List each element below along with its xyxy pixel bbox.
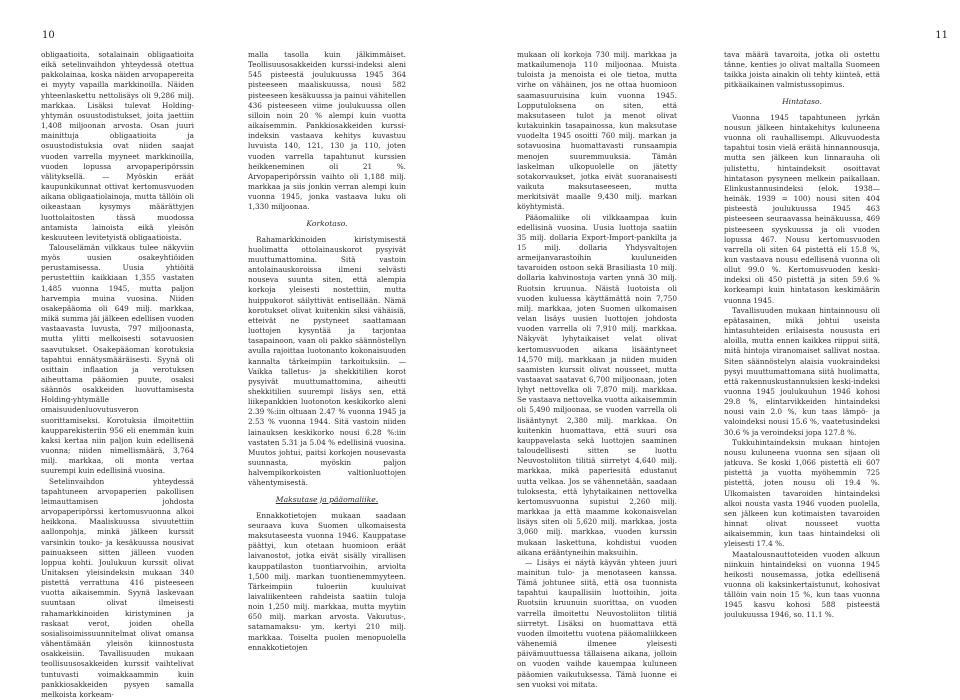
page-number-right: 11 <box>935 30 948 41</box>
right-column-1 <box>517 50 677 690</box>
paragraph: malla tasolla kuin jälkimmäiset. Teollisuusosakkeiden kurssi-indeksi aleni 545 pisteestä joulukuussa 1945 364 pisteeseen maaliskuussa, nousi 582 pisteeseen kesäkuussa ja painui vähitellen 436 pisteeseen viime joulukuussa ollen silloin noin 20 % alempi kuin vuotta aikaisemmin. Pankkiosakkeiden kurssi-indeksin vastaava kehitys kuvastuu luvuista 140, 121, 130 ja 110, joten vuoden varrella tapahtunut kurssien heikkeneminen oli 21 %. Arvopaperipörssin vaihto oli 1,188 milj. markkaa ja siis jonkin verran alempi kuin vuonna 1945, jonka vastaava luku oli 1,330 miljoonaa. <box>248 50 406 212</box>
right-page <box>480 0 960 689</box>
paragraph: mukaan oli korkoja 730 milj. markkaa ja matkailumenoja 110 miljoonaa. Muista tuloista ja menoista ei ole tietoa, mutta virhe on vähäinen, jos ne ottaa huomioon saamasuuruisina kuin vuonna 1945. Lopputuloksena on siten, että maksutaseen tulot ja menot olivat kutakuinkin tasapainossa, kun maksutase vuodelta 1945 osoitti 760 milj. markan ja sotavuosina huomattavasti runsaampia menojen suuremmuuksia. Tämän laskelman ulkopuolelle on jätetty sotakorvaukset, jotka eivät suoranaisesti vaikuta maksutaseeseen, mutta merkitsivät maalle 9,430 milj. markan köyhtymistä. <box>517 50 677 212</box>
right-column-2 <box>724 50 880 621</box>
paragraph: Pääomaliike oli vilkkaampaa kuin edellisinä vuosina. Uusia luottoja saatiin 35 milj. dollaria Export-Import-pankilta ja 15 milj. dollaria Yhdysvaltojen armeijanvarastoihin kuuluneiden tavaroiden ostoon sekä Brasiliasta 10 milj. dollaria kahvinostoja varten ynnä 30 milj. Ruotsin kruunua. Näistä luotoista oli vuoden kuluessa käyttämättä noin 7,750 milj. markkaa, joten Suomen ulkomaisen velan lisäys uusien luottojen johdosta vuoden varrella oli 7,910 milj. markkaa. Näkyvät lyhytaikaiset velat olivat kertomusvuoden aikana lisääntyneet 14,570 milj. markkaan ja niiden muiden saamisten kurssit olivat nousseet, mutta vastaavat saatavat 6,700 miljoonaan, joten lyhyt nettovelka oli 7,870 milj. markkaa. Se vastaava nettovelka vuotta aikaisemmin oli 5,490 miljoonaa, se vuoden varrella oli lisääntynyt 2,380 milj. markkaa. On kuitenkin huomattava, että suuri osa kauppavelasta sekä luottojen saaminen taloudellisesti sitten se luottu Neuvostoliiton tilitiä siirretyt 4,640 milj. markkaa, mikä paperiesitä edustanut uutta velkaa. Jos se vähennetään, saadaan tuloksesta, että lyhytaikainen nettovelka kertomusvuonna supistui 2,260 milj. markkaa ja että maamme kokonaisvelan lisäys siten oli 5,620 milj. markkaa, josta 3,060 milj. markkaa, vuoden kurssin mukaan laskettuna, kohdistui vuoden aikana erääntyneihin maksuihin. <box>517 212 677 557</box>
paragraph: Tukkuhintaindeksin mukaan hintojen nousu kuluneena vuonna sen sijaan oli jatkuva. Se koski 1,066 pistettä eli 607 pistettä ja vuotta myöhemmin 725 pistettä, joten nousu oli 19.4 %. Ulkomaisten tavaroiden hintaindeksi alkoi nousta vasta 1946 vuoden puolella, sen jälkeen kun kotimaisten tavaroiden hinnat olivat nousseet vuotta aikaisemmin, kun taas hintaindeksi oli yleisesti 17.4 %. <box>724 437 880 549</box>
paragraph: Maatalousnauttoteiden vuoden alkuun niinkuin hintaindeksi on vuonna 1945 heikosti nousemassa, jotka edellisenä vuonna oli kaksinkertaistunut, kohosivat tällöin vain noin 15 %, kun taas vuonna 1945 kasvu kohosi 588 pisteestä joulukuussa 1946, so. 11.1 %. <box>724 549 880 620</box>
left-column-2 <box>248 50 406 653</box>
section-heading-korkotaso: Korkotaso. <box>306 218 348 228</box>
paragraph: — Lisäys ei näytä käyvän yhteen juuri mainitun tulo- ja menotaseen kanssa. Tämä johtunee siitä, että osa tuonnista tapahtui kaupallisiin luottoihin, joita Ruotsiin kruunuin suorittaa, on vuoden varrella ilmoitettu Neuvostoliiton tilitiä siirretyt. Lisäksi on huomattava että vuoden ilmoitettu vuotena pääomaliikkeen vähenemiä ilmenee yleisesti päivämuuttuessa tällaisena aikana, jolloin on vuoden vaihde kauempaa kuluneen pääomien vaikutuksessa. Tämä luonne ei sen vuoksi voi mitata. <box>517 557 677 689</box>
paragraph: Talouselämän vilkkaus tulee näkyviin myös uusien osakeyhtiöiden perustamisessa. Uusia yhtiöitä perustettiin kaikkiaan 1,355 vastaten 1,485 vuonna 1945, mutta paljon harvempia muina vuosina. Niiden osakepääoma oli 649 milj. markkaa, mikä summa jäi jälkeen edellisen vuoden vastaavasta luvusta, 797 miljoonasta, mutta ylitti melkoisesti sotavuosien saavutukset. Osakepääoman korotuksia tapahtui ennätysmääräisesti. Syynä oli osittain inflaation ja verotuksen aiheuttama pääomien puute, osaksi säännös osakkeiden luovuttamisesta Holding-yhtymälle omaisuudenluovutusveron suorittamiseksi. Korotuksia ilmoitettiin kaupparekisteriin 956 eli enemmän kuin kaksi kertaa niin paljon kuin edellisenä vuonna; niiden nimellismäärä, 3,764 milj. markkaa, oli monta vertaa suurempi kuin edellisinä vuosina. <box>41 242 194 476</box>
paragraph: tava määrä tavaroita, jotka oli ostettu tänne, kenties jo olivat maltalla Suomeen taikka joista ainakin oli tehty kiinteä, että pitkäaikainen valmistussopimus. <box>724 50 880 90</box>
paragraph: Tavallisuuden mukaan hintainnousu oli epätasainen, mikä johtui useista hintasuhteiden erilaisesta noususta eri aloilla, mutta ennen kaikkea riippui siitä, mitä hintoja viranomaiset sallivat nostaa. Siten säännöstelyn alaisia vuokraindeksi pysyi muuttumattomana siitä huolimatta, että rakennuskustannuksien keski-indeksi vuonna 1945 joulukuuhun 1946 kohosi 29.8 %, elintarvikkeiden hintaindeksi nousi vain 2.0 %, kun taas lämpö- ja valoindeksi nousi 15.6 %, vaatetusindeksi 30.6 % ja veroindeksi jopa 127.8 %. <box>724 305 880 437</box>
left-page <box>0 0 480 699</box>
paragraph: Rahamarkkinoiden kiristymisestä huolimatta ottolainauskorot pysyivät muuttumattomina. Sitä vastoin antolainauskoroissa ilmeni selvästi nouseva suunta siten, että alempia korkoja yleisesti nostettiin, mutta huippukorot säilyttivät entisellään. Nämä korotukset olivat kuitenkin siksi vähäisiä, etteivät ne pystyneet saattamaan luottojen kysyntää ja tarjontaa tasapainoon, vaan oli pakko säännöstellyn avulla rajoittaa luotonanto kokonaisuuden kannalta tärkeimpiin tarkoituksiin. — Vaikka talletus- ja shekkitilien korot pysyivät muuttumattomina, aiheutti shekkitilien suurempi lisäys sen, että liikepankkien luotonoton keskikorko aleni 2.39 %:iin oltuaan 2.47 % vuonna 1945 ja 2.53 % vuonna 1944. Sitä vastoin niiden lainauksen keskikorko nousi 6.28 %:iin vastaten 5.31 ja 5.04 % edellisinä vuosina. Muutos johtui, paitsi korkojen nousevasta suunnasta, myöskin paljon halvempikorkoisten valtionluottojen vähentymisestä. <box>248 234 406 488</box>
section-heading-hintataso: Hintataso. <box>782 96 822 106</box>
paragraph: Vuonna 1945 tapahtuneen jyrkän nousun jälkeen hintakehitys kuluneena vuonna oli rauhallisempi. Alkuvuodesta tapahtui tosin vielä eräitä hinnannousuja, mutta sen jälkeen kun linnarauha oli julistettu, hintaindeksit osoittavat hintatason pysyneen melkein paikallaan. Elinkustannusindeksi (elok. 1938—heinäk. 1939 = 100) nousi siten 404 pisteestä joulukuussa 1945 463 pisteeseen seuraavassa heinäkuussa, 469 pisteeseen syyskuussa ja oli vuoden lopussa 467. Nousu kertomusvuoden varrella oli siten 64 pistettä eli 15.8 %, kun vastaava nousu edellisenä vuonna oli ollut 99.0 %. Kertomusvuoden keski-indeksi oli 450 pistettä ja siten 59.6 % korkeampi kuin hintatason keskimäärin vuonna 1945. <box>724 112 880 305</box>
paragraph: Ennakkotietojen mukaan saadaan seuraava kuva Suomen ulkomaisesta maksutaseesta vuonna 1946. Kauppatase päättyi, kun otetaan huomioon eräät laivanostot, jotka eivät sisälly virallisen kauppatilaston tuontiarvoihin, arviolta 1,500 milj. markan tuontienemmyyteen. Tärkeimpiin tuloeriin kuuluivat laivaliikenteen rahdeista saatiin tuloja noin 1,250 milj. markkaa, mutta myytiin 650 milj. markan arvosta. Vakuutus-, satamamaksu- ym. kertyi 210 milj. markkaa. Toiselta puolen menopuolella ennakkotietojen <box>248 510 406 652</box>
left-column-1 <box>41 50 194 700</box>
section-heading-maksutase: Maksutase ja pääomaliike. <box>275 494 379 504</box>
paragraph: Setelinvaihdon yhteydessä tapahtuneen arvopaperien pakollisen leimauttamisen johdosta arvopaperipörssi kertomusvuonna alkoi heikkona. Maaliskuussa sivuutettiin aallonpohja, minkä jälkeen kurssit varsinkin touko- ja kesäkuussa nousivat painuakseen sitten jälleen vuoden loppua kohti. Joulukuun kurssit olivat Unitaksen yleisindeksin mukaan 340 pistettä verrattuna 416 pisteeseen vuotta aikaisemmin. Syynä laskevaan suuntaan olivat ilmeisesti rahamarkkinoiden kiristyminen ja raskaat verot, joiden ohella sosialisoimissuunnitelmat olivat omansa vähentämään yleisön kiinnostusta osakkeisiin. Tavallisuuden mukaan teollisuusosakkeiden kurssit vaihtelivat tuntuvasti voimakkaammin kuin pankkiosakkeiden pysyen samalla melkoista korkeam- <box>41 476 194 699</box>
paragraph: obligaatioita, sotalainain obligaatioita eikä setelinvaihdon yhteydessä otettua pakkolainaa, koska näiden arvopapereita ei myyty vapailla markkinoilla. Näiden yhteenlaskettu nettolisäys oli 9,286 milj. markkaa. Lisäksi tulevat Holding-yhtymän osuustodistukset, joita jaettiin 1,408 miljoonan arvosta. Osan juuri mainittuja obligaatioita ja osuustodistuksia ovat niiden saajat vuoden varrella myyneet markkinoilla, vuoden lopussa arvopaperipörssin välityksellä. — Myöskin eräät kaupunkikunnat ottivat kertomusvuoden aikana obligaatiolainoja, mutta tällöin oli oikeastaan kysymys määrättyjen luottolaitosten tässä muodossa antamista lainoista eikä yleisön keskuuteen levitetyistä obligaatioista. <box>41 50 194 242</box>
page-number-left: 10 <box>42 30 55 41</box>
